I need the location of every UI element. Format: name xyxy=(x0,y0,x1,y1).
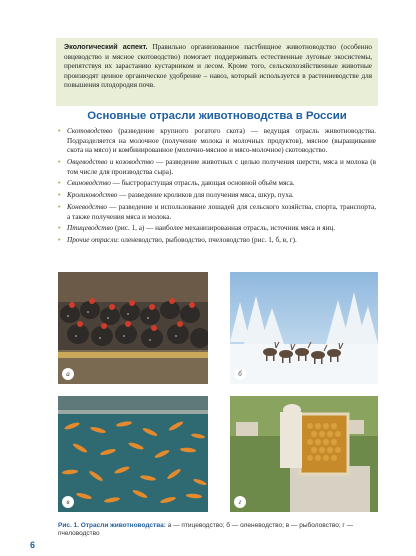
branch-text: : оленеводство, рыбоводство, пчеловодство (рис. 1, б, в, г). xyxy=(117,236,297,245)
ecological-aspect-box xyxy=(56,38,378,106)
aspect-title: Экологический аспект. xyxy=(64,42,148,51)
list-item xyxy=(58,179,376,189)
figure-caption xyxy=(58,522,376,539)
bullet-icon: • xyxy=(58,202,61,211)
photo-poultry-farm xyxy=(58,272,208,384)
photo-label: а xyxy=(62,368,74,380)
branch-term: Овцеводство и козоводство xyxy=(67,157,154,166)
caption-title: Рис. 1. Отрасли животноводства: xyxy=(58,522,166,529)
poultry-farm-icon xyxy=(58,272,208,384)
branch-text: — разведение животных с целью получения шерсти, мяса и молока (в том числе для производства сыра). xyxy=(67,157,376,176)
photo-label: г xyxy=(234,496,246,508)
branch-term: Кролиководство xyxy=(67,191,118,200)
branch-term: Прочие отрасли xyxy=(67,236,118,245)
fish-farm-icon xyxy=(58,396,208,512)
aspect-text: Правильно организованное пастбищное животноводство (особенно овцеводство и мясное скотоводство) помогает поддерживать естественные луговые экосистемы, препятствуя их зарастанию кустарником и лесом. Кроме того, сельскохозяйственные животные производят ценное органическое удобрение – навоз, который используется в растениеводстве для повышения плодородия почв. xyxy=(64,43,373,90)
list-item xyxy=(58,236,376,246)
bullet-icon: • xyxy=(58,224,61,233)
branch-term: Скотоводство xyxy=(67,127,113,135)
photo-beekeeping xyxy=(230,396,378,512)
branch-term: Птицеводство xyxy=(67,224,114,233)
branch-text: — разведение и использование лошадей для сельского хозяйства, спорта, транспорта, а также получения мяса и молока. xyxy=(67,202,376,221)
page-number: 6 xyxy=(30,540,36,550)
reindeer-herd-icon xyxy=(230,272,378,384)
bullet-icon: • xyxy=(58,157,61,166)
bullet-icon: • xyxy=(58,127,61,135)
branch-term: Свиноводство xyxy=(67,179,111,188)
list-item xyxy=(58,127,376,156)
caption-text: а — птицеводство; б — оленеводство; в — рыболовство; г — пчеловодство xyxy=(58,522,354,538)
photo-label: в xyxy=(62,496,74,508)
list-item xyxy=(58,158,376,177)
section-title: Основные отрасли животноводства в России xyxy=(87,110,347,122)
bullet-icon: • xyxy=(58,179,61,188)
branch-text: — быстрорастущая отрасль, дающая основной объём мяса. xyxy=(110,179,295,188)
photo-label: б xyxy=(234,368,246,380)
beekeeping-icon xyxy=(230,396,378,512)
list-item xyxy=(58,191,376,201)
bullet-icon: • xyxy=(58,236,61,245)
branch-text: — разведение кроликов для получения мяса, шкур, пуха. xyxy=(117,191,294,200)
branch-term: Коневодство xyxy=(67,202,108,211)
branch-text: (рис. 1, а) — наиболее механизированная отрасль, источник мяса и яиц. xyxy=(113,224,336,233)
list-item xyxy=(58,203,376,222)
list-item xyxy=(58,224,376,234)
photo-reindeer-herd xyxy=(230,272,378,384)
branches-list xyxy=(58,127,376,248)
branch-text: (разведение крупного рогатого скота) — ведущая отрасль животноводства. Подразделяется на молочное (получение молока и молочных продуктов), мясное (выращивание скота на мясо) и комбинированное (молочно-мясное и мясо-молочное) скотоводство. xyxy=(67,127,376,155)
photo-fish-farm xyxy=(58,396,208,512)
bullet-icon: • xyxy=(58,191,61,200)
